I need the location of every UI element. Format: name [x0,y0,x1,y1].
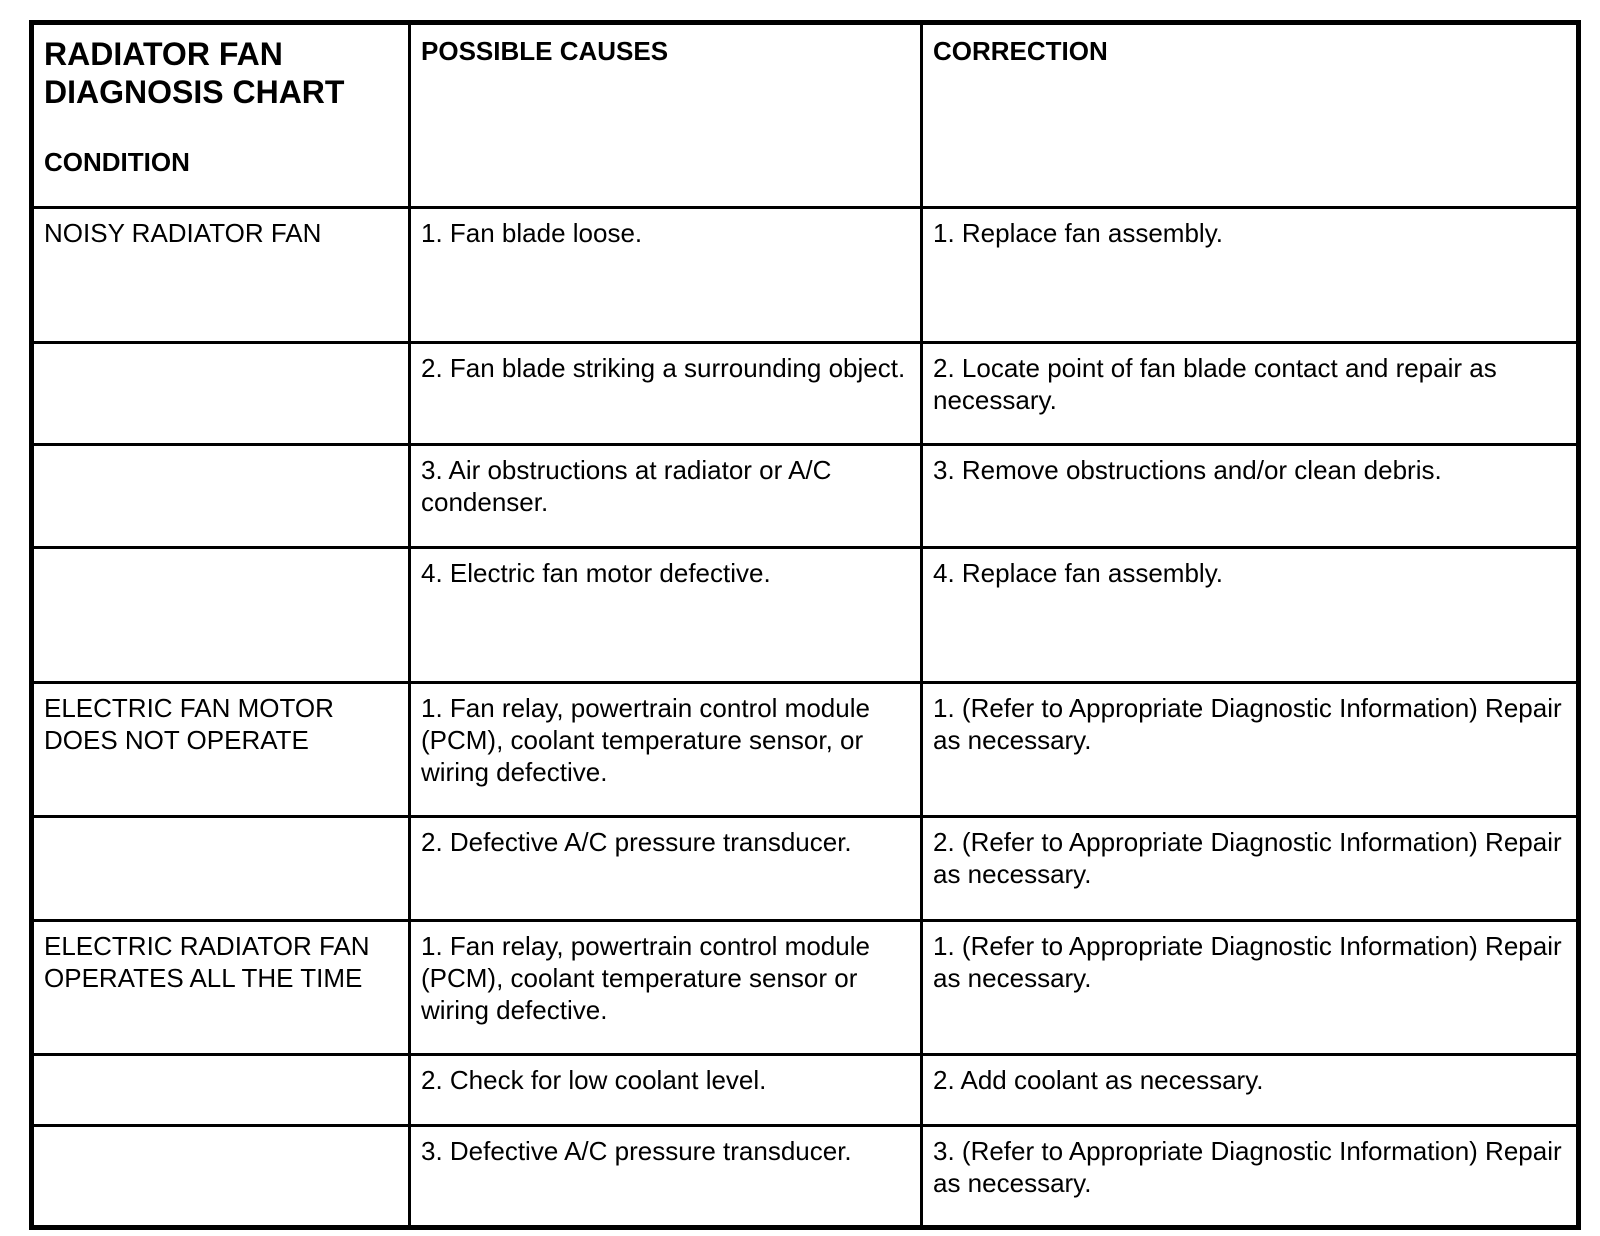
correction-cell: 3. Remove obstructions and/or clean debris. [922,444,1579,547]
cause-cell: 3. Air obstructions at radiator or A/C condenser. [410,444,922,547]
condition-cell: ELECTRIC FAN MOTOR DOES NOT OPERATE [32,682,410,817]
correction-cell: 3. (Refer to Appropriate Diagnostic Information) Repair as necessary. [922,1125,1579,1228]
diagnosis-table [29,20,1581,1230]
cause-cell: 1. Fan relay, powertrain control module (PCM), coolant temperature sensor or wiring defective. [410,920,922,1055]
condition-cell [32,444,410,547]
table-row [32,920,1579,1055]
condition-cell: ELECTRIC RADIATOR FAN OPERATES ALL THE TIME [32,920,410,1055]
condition-cell [32,1125,410,1228]
cause-cell: 2. Defective A/C pressure transducer. [410,817,922,920]
table-row [32,1125,1579,1228]
condition-cell [32,1055,410,1125]
table-row [32,1055,1579,1125]
cause-cell: 1. Fan relay, powertrain control module (PCM), coolant temperature sensor, or wiring defective. [410,682,922,817]
correction-cell: 2. Locate point of fan blade contact and repair as necessary. [922,343,1579,444]
table-row [32,682,1579,817]
cause-cell: 2. Fan blade striking a surrounding object. [410,343,922,444]
condition-cell [32,343,410,444]
table-row [32,444,1579,547]
causes-header-cell [410,23,922,208]
table-row [32,207,1579,343]
correction-cell: 2. Add coolant as necessary. [922,1055,1579,1125]
cause-cell: 3. Defective A/C pressure transducer. [410,1125,922,1228]
correction-cell: 1. (Refer to Appropriate Diagnostic Information) Repair as necessary. [922,682,1579,817]
correction-header-cell [922,23,1579,208]
correction-cell: 1. (Refer to Appropriate Diagnostic Information) Repair as necessary. [922,920,1579,1055]
table-row [32,548,1579,683]
correction-cell: 4. Replace fan assembly. [922,548,1579,683]
condition-cell: NOISY RADIATOR FAN [32,207,410,343]
condition-header-cell [32,23,410,208]
cause-cell: 1. Fan blade loose. [410,207,922,343]
correction-cell: 1. Replace fan assembly. [922,207,1579,343]
table-row [32,343,1579,444]
condition-cell [32,817,410,920]
condition-cell [32,548,410,683]
cause-cell: 4. Electric fan motor defective. [410,548,922,683]
correction-cell: 2. (Refer to Appropriate Diagnostic Information) Repair as necessary. [922,817,1579,920]
table-row [32,817,1579,920]
condition-column-header: CONDITION [44,147,190,177]
chart-title: RADIATOR FAN DIAGNOSIS CHART [44,36,345,110]
correction-column-header: CORRECTION [933,36,1108,66]
cause-cell: 2. Check for low coolant level. [410,1055,922,1125]
causes-column-header: POSSIBLE CAUSES [421,36,669,66]
table-header-row [32,23,1579,208]
